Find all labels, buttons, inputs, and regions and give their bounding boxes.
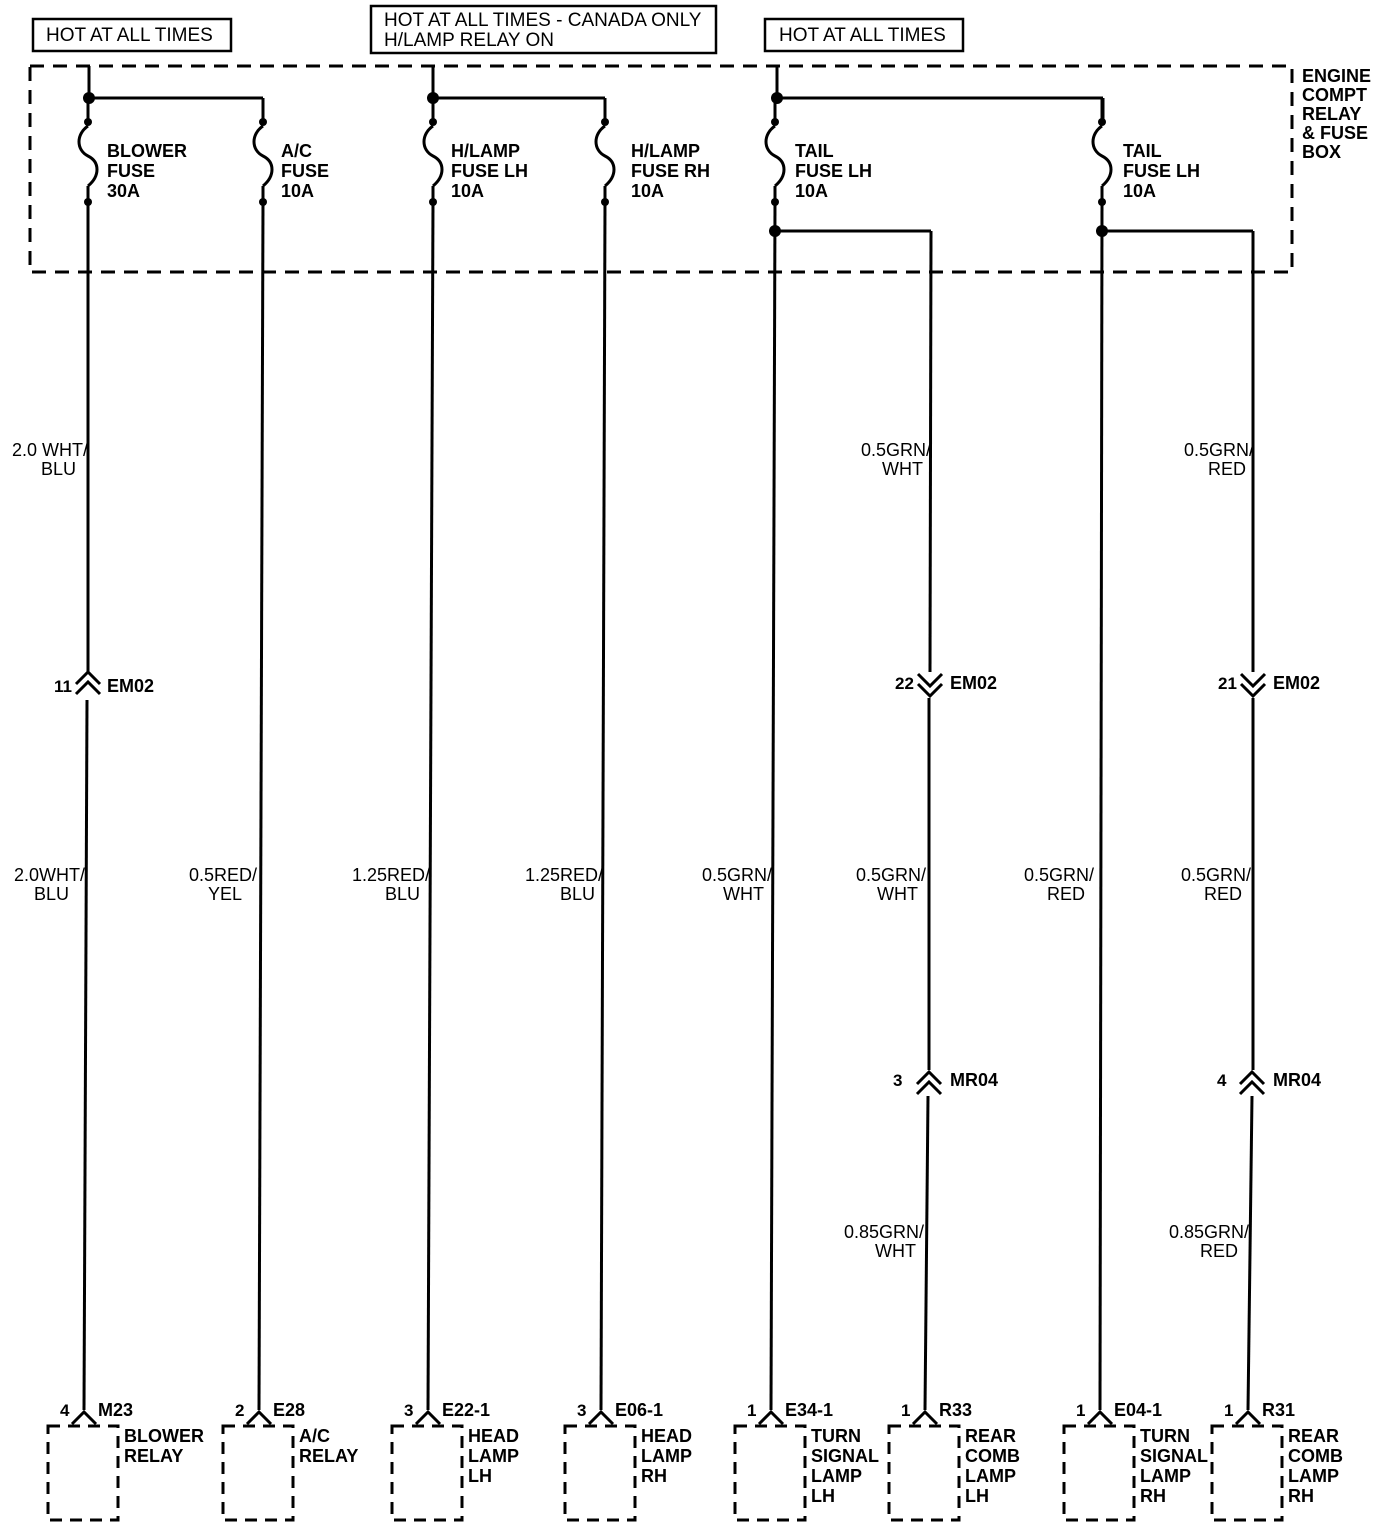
component-label: LH [811, 1486, 835, 1506]
svg-text:TAIL: TAIL [795, 141, 834, 161]
svg-text:0.5GRN/: 0.5GRN/ [855, 865, 926, 885]
svg-text:0.5GRN/: 0.5GRN/ [701, 865, 772, 885]
component-label: LAMP [811, 1466, 862, 1486]
svg-text:A/C: A/C [281, 141, 312, 161]
svg-text:10A: 10A [451, 181, 485, 201]
component-label: RELAY [124, 1446, 184, 1466]
component-pin: 3 [577, 1401, 587, 1420]
component-box [889, 1426, 959, 1520]
wire-labels-lower [14, 865, 1251, 904]
svg-text:0.5GRN/: 0.5GRN/ [1180, 865, 1251, 885]
svg-text:RED: RED [1203, 884, 1242, 904]
component-label: BLOWER [124, 1426, 204, 1446]
component-pin: 1 [1076, 1401, 1086, 1420]
component-label: HEAD [641, 1426, 693, 1446]
component-m23 [48, 1400, 204, 1520]
component-r33 [889, 1400, 1020, 1520]
svg-text:21: 21 [1218, 674, 1237, 693]
svg-text:FUSE LH: FUSE LH [795, 161, 873, 181]
component-pin: 1 [901, 1401, 911, 1420]
svg-text:WHT: WHT [882, 459, 923, 479]
svg-text:BLU: BLU [384, 884, 420, 904]
component-label: TURN [811, 1426, 861, 1446]
inline-connector-em02-22 [895, 673, 997, 696]
component-e34-1 [735, 1400, 879, 1520]
component-pin: 1 [747, 1401, 757, 1420]
svg-text:WHT: WHT [877, 884, 918, 904]
component-connector: R31 [1262, 1400, 1296, 1420]
svg-text:EM02: EM02 [1273, 673, 1321, 693]
header-text: HOT AT ALL TIMES - CANADA ONLY [384, 10, 702, 31]
connector-receptacle-icon [913, 1412, 937, 1424]
svg-text:2.0WHT/: 2.0WHT/ [13, 865, 85, 885]
component-label: LAMP [1140, 1466, 1191, 1486]
component-connector: R33 [939, 1400, 973, 1420]
svg-text:TAIL: TAIL [1123, 141, 1162, 161]
fuse-symbols [79, 98, 1111, 206]
component-connector: E28 [273, 1400, 306, 1420]
splice-dots [83, 92, 1108, 237]
component-r31 [1212, 1400, 1343, 1520]
svg-text:MR04: MR04 [950, 1070, 999, 1090]
component-e04-1 [1064, 1400, 1208, 1520]
svg-text:1.25RED/: 1.25RED/ [351, 865, 430, 885]
header-box-2 [371, 6, 716, 53]
svg-text:YEL: YEL [207, 884, 242, 904]
header-text: HOT AT ALL TIMES [779, 25, 946, 46]
svg-text:H/LAMP: H/LAMP [631, 141, 700, 161]
svg-text:BLU: BLU [40, 459, 76, 479]
fuse-label-tail-1 [795, 141, 872, 201]
svg-text:FUSE RH: FUSE RH [631, 161, 711, 181]
svg-text:& FUSE: & FUSE [1302, 123, 1369, 143]
component-box [1064, 1426, 1134, 1520]
svg-text:FUSE: FUSE [107, 161, 156, 181]
svg-text:10A: 10A [631, 181, 665, 201]
wire-labels-bottom [844, 1222, 1249, 1261]
component-connector: E22-1 [442, 1400, 491, 1420]
header-text: H/LAMP RELAY ON [384, 30, 555, 51]
component-connector: E34-1 [785, 1400, 834, 1420]
svg-text:10A: 10A [281, 181, 315, 201]
fuse-1-icon [254, 98, 272, 206]
inline-connector-em02-11 [54, 672, 154, 696]
fuse-label-blower [107, 141, 187, 201]
svg-text:FUSE: FUSE [281, 161, 330, 181]
connector-receptacle-icon [1236, 1412, 1260, 1424]
component-e06-1 [565, 1400, 692, 1520]
svg-text:BOX: BOX [1302, 142, 1342, 162]
component-label: A/C [299, 1426, 330, 1446]
component-label: LAMP [468, 1446, 519, 1466]
svg-text:30A: 30A [107, 181, 141, 201]
connector-receptacle-icon [1088, 1412, 1112, 1424]
svg-text:MR04: MR04 [1273, 1070, 1322, 1090]
component-box [1212, 1426, 1282, 1520]
engine-compt-label [1302, 66, 1371, 162]
svg-text:2.0 WHT/: 2.0 WHT/ [11, 440, 88, 460]
svg-text:0.85GRN/: 0.85GRN/ [1168, 1222, 1249, 1242]
svg-text:0.5GRN/: 0.5GRN/ [1023, 865, 1094, 885]
component-label: LH [468, 1466, 492, 1486]
component-box [48, 1426, 118, 1520]
svg-text:0.5GRN/: 0.5GRN/ [1183, 440, 1254, 460]
svg-text:0.85GRN/: 0.85GRN/ [843, 1222, 924, 1242]
inline-connector-mr04-4 [1217, 1070, 1321, 1094]
svg-text:WHT: WHT [723, 884, 764, 904]
component-label: LAMP [965, 1466, 1016, 1486]
component-label: HEAD [468, 1426, 520, 1446]
wires [84, 202, 1253, 1410]
svg-text:RELAY: RELAY [1302, 104, 1362, 124]
component-label: TURN [1140, 1426, 1190, 1446]
fuse-0-icon [79, 98, 97, 206]
component-label: LAMP [1288, 1466, 1339, 1486]
component-connector: E06-1 [615, 1400, 664, 1420]
fuse-2-icon [424, 98, 442, 206]
component-pin: 1 [1224, 1401, 1234, 1420]
svg-text:H/LAMP: H/LAMP [451, 141, 520, 161]
fuse-5-icon [1093, 98, 1111, 206]
fuse-4-icon [766, 98, 784, 206]
component-label: RH [1288, 1486, 1314, 1506]
connector-receptacle-icon [416, 1412, 440, 1424]
component-label: SIGNAL [1140, 1446, 1209, 1466]
svg-text:10A: 10A [1123, 181, 1157, 201]
svg-text:1.25RED/: 1.25RED/ [524, 865, 603, 885]
fuse-label-tail-2 [1123, 141, 1200, 201]
connector-receptacle-icon [759, 1412, 783, 1424]
svg-text:3: 3 [893, 1071, 903, 1090]
svg-text:10A: 10A [795, 181, 829, 201]
svg-text:4: 4 [1217, 1071, 1227, 1090]
connector-receptacle-icon [589, 1412, 613, 1424]
component-label: REAR [965, 1426, 1017, 1446]
connector-receptacle-icon [72, 1412, 96, 1424]
svg-text:0.5RED/: 0.5RED/ [188, 865, 257, 885]
connector-receptacle-icon [247, 1412, 271, 1424]
component-label: LAMP [641, 1446, 692, 1466]
svg-text:FUSE LH: FUSE LH [451, 161, 529, 181]
component-label: SIGNAL [811, 1446, 880, 1466]
fuse-3-icon [596, 98, 614, 206]
header-box-1 [33, 19, 231, 51]
wire-labels-upper [12, 440, 1254, 479]
header-text: HOT AT ALL TIMES [46, 25, 213, 46]
svg-text:ENGINE: ENGINE [1302, 66, 1372, 86]
inline-connector-em02-21 [1218, 673, 1320, 696]
component-connector: M23 [98, 1400, 134, 1420]
inline-connector-mr04-3 [893, 1070, 998, 1094]
component-label: REAR [1288, 1426, 1340, 1446]
component-label: LH [965, 1486, 989, 1506]
component-label: RH [1140, 1486, 1166, 1506]
svg-text:RED: RED [1207, 459, 1246, 479]
svg-text:RED: RED [1046, 884, 1085, 904]
component-pin: 4 [60, 1401, 70, 1420]
svg-text:22: 22 [895, 674, 914, 693]
component-e22-1 [392, 1400, 519, 1520]
component-box [565, 1426, 635, 1520]
fuse-label-ac [281, 141, 329, 201]
svg-text:11: 11 [54, 677, 72, 696]
feed-bus-lines [89, 66, 1103, 122]
component-label: RELAY [299, 1446, 359, 1466]
fuse-label-hlamp-rh [631, 141, 710, 201]
svg-text:0.5GRN/: 0.5GRN/ [860, 440, 931, 460]
svg-text:BLOWER: BLOWER [107, 141, 187, 161]
component-label: COMB [965, 1446, 1020, 1466]
component-box [735, 1426, 805, 1520]
svg-text:BLU: BLU [33, 884, 69, 904]
svg-text:FUSE LH: FUSE LH [1123, 161, 1201, 181]
fuse-label-hlamp-lh [451, 141, 528, 201]
header-box-3 [765, 19, 963, 51]
svg-text:RED: RED [1199, 1241, 1238, 1261]
svg-text:EM02: EM02 [107, 676, 155, 696]
component-e28 [223, 1400, 358, 1520]
svg-text:WHT: WHT [875, 1241, 916, 1261]
component-box [392, 1426, 462, 1520]
component-box [223, 1426, 293, 1520]
svg-text:COMPT: COMPT [1302, 85, 1367, 105]
svg-text:EM02: EM02 [950, 673, 998, 693]
svg-text:BLU: BLU [559, 884, 595, 904]
component-pin: 3 [404, 1401, 414, 1420]
component-label: RH [641, 1466, 667, 1486]
components [48, 1400, 1343, 1520]
component-label: COMB [1288, 1446, 1343, 1466]
component-pin: 2 [235, 1401, 245, 1420]
component-connector: E04-1 [1114, 1400, 1163, 1420]
